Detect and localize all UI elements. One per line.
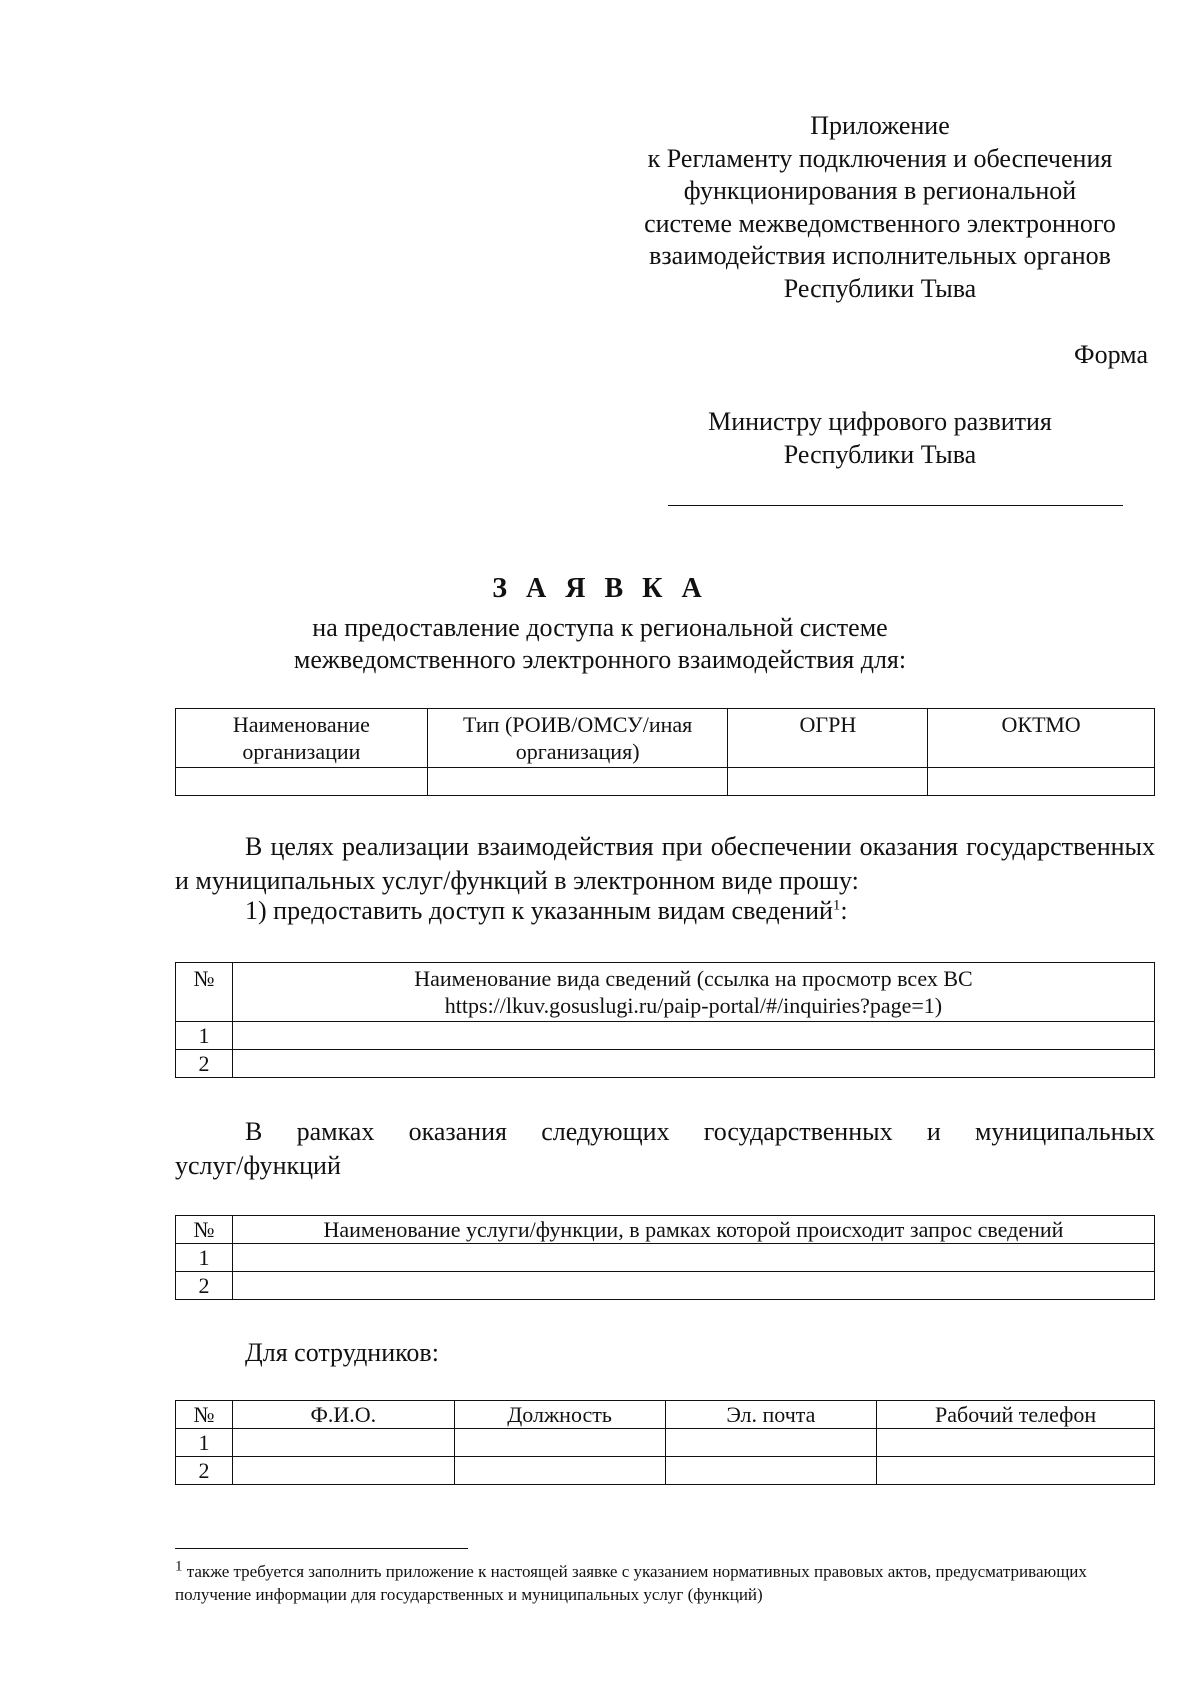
appendix-line: Республики Тыва: [783, 273, 977, 303]
signature-line[interactable]: [668, 505, 1123, 506]
phone-cell[interactable]: [877, 1457, 1155, 1485]
org-type-cell[interactable]: [427, 768, 728, 796]
footnote-text: также требуется заполнить приложение к настоящей заявке с указанием нормативных правовых актов, предусматривающих получение информации для государственных и муниципальных услуг (функций): [175, 1562, 1087, 1604]
header-org-name: Наименование организации: [176, 709, 428, 768]
appendix-line: Приложение: [810, 111, 950, 140]
header-service-name: Наименование услуги/функции, в рамках которой происходит запрос сведений: [232, 1216, 1154, 1244]
service-name-cell[interactable]: [232, 1244, 1154, 1272]
row-number: 1: [176, 1244, 233, 1272]
header-info-name-line: Наименование вида сведений (ссылка на просмотр всех ВС: [414, 966, 973, 991]
header-ogrn: ОГРН: [728, 709, 928, 768]
employees-label: Для сотрудников:: [245, 1338, 439, 1367]
table-row: [176, 1022, 1155, 1050]
table-row: [176, 1272, 1155, 1300]
table-row: [176, 1429, 1155, 1457]
employee-table: [175, 1400, 1155, 1485]
header-number: №: [176, 963, 233, 1022]
header-phone: Рабочий телефон: [877, 1401, 1155, 1429]
position-cell[interactable]: [454, 1429, 665, 1457]
row-number: 1: [176, 1429, 233, 1457]
position-cell[interactable]: [454, 1457, 665, 1485]
appendix-line: взаимодействия исполнительных органов: [649, 241, 1111, 270]
addressee: [680, 405, 1080, 471]
addressee-line: Республики Тыва: [783, 440, 977, 469]
appendix-header: [600, 110, 1160, 305]
footnote-mark: 1: [832, 897, 841, 914]
full-name-cell[interactable]: [232, 1457, 454, 1485]
header-info-link: https://lkuv.gosuslugi.ru/paip-portal/#/inquiries?page=1): [444, 993, 943, 1018]
ogrn-cell[interactable]: [728, 768, 928, 796]
header-number: №: [176, 1216, 233, 1244]
service-table: [175, 1215, 1155, 1300]
email-cell[interactable]: [665, 1429, 877, 1457]
phone-cell[interactable]: [877, 1429, 1155, 1457]
addressee-line: Министру цифрового развития: [708, 407, 1052, 436]
service-name-cell[interactable]: [232, 1272, 1154, 1300]
row-number: 2: [176, 1272, 233, 1300]
subtitle-line: на предоставление доступа к региональной системе: [312, 613, 888, 642]
table-header-row: [176, 1216, 1155, 1244]
item-1-text: 1) предоставить доступ к указанным видам сведений: [245, 896, 833, 925]
info-name-cell[interactable]: [232, 1050, 1154, 1078]
row-number: 2: [176, 1050, 233, 1078]
form-label: Форма: [1074, 340, 1148, 369]
information-table: [175, 962, 1155, 1078]
appendix-line: к Регламенту подключения и обеспечения: [647, 143, 1113, 173]
organization-table: [175, 708, 1155, 796]
document-title: З А Я В К А: [492, 573, 708, 604]
email-cell[interactable]: [665, 1457, 877, 1485]
appendix-line: системе межведомственного электронного: [644, 208, 1116, 238]
paragraph-purpose: В целях реализации взаимодействия при обеспечении оказания государственных и муниципальных услуг/функций в электронном виде прошу:: [175, 832, 1155, 895]
table-header-row: [176, 1401, 1155, 1429]
full-name-cell[interactable]: [232, 1429, 454, 1457]
item-1: 1) предоставить доступ к указанным видам сведений$^1$:: [245, 896, 848, 925]
row-number: 1: [176, 1022, 233, 1050]
footnote-separator: [175, 1548, 468, 1549]
footnote: [175, 1560, 1155, 1606]
table-row: [176, 1050, 1155, 1078]
header-position: Должность: [454, 1401, 665, 1429]
paragraph-services: В рамках оказания следующих государственных и муниципальных услуг/функций: [175, 1117, 1155, 1180]
subtitle-line: межведомственного электронного взаимодействия для:: [293, 645, 907, 674]
table-row: [176, 1457, 1155, 1485]
document-subtitle: [0, 612, 1200, 676]
row-number: 2: [176, 1457, 233, 1485]
footnote-number: 1: [175, 1558, 183, 1575]
table-header-row: [176, 709, 1155, 768]
info-name-cell[interactable]: [232, 1022, 1154, 1050]
table-header-row: [176, 963, 1155, 1022]
header-info-name: [232, 963, 1154, 1022]
appendix-line: функционирования в региональной: [683, 176, 1077, 205]
table-row: [176, 1244, 1155, 1272]
header-oktmo: ОКТМО: [928, 709, 1155, 768]
header-full-name: Ф.И.О.: [232, 1401, 454, 1429]
org-name-cell[interactable]: [176, 768, 428, 796]
oktmo-cell[interactable]: [928, 768, 1155, 796]
header-number: №: [176, 1401, 233, 1429]
table-row: [176, 768, 1155, 796]
header-email: Эл. почта: [665, 1401, 877, 1429]
header-org-type: Тип (РОИВ/ОМСУ/иная организация): [427, 709, 728, 768]
